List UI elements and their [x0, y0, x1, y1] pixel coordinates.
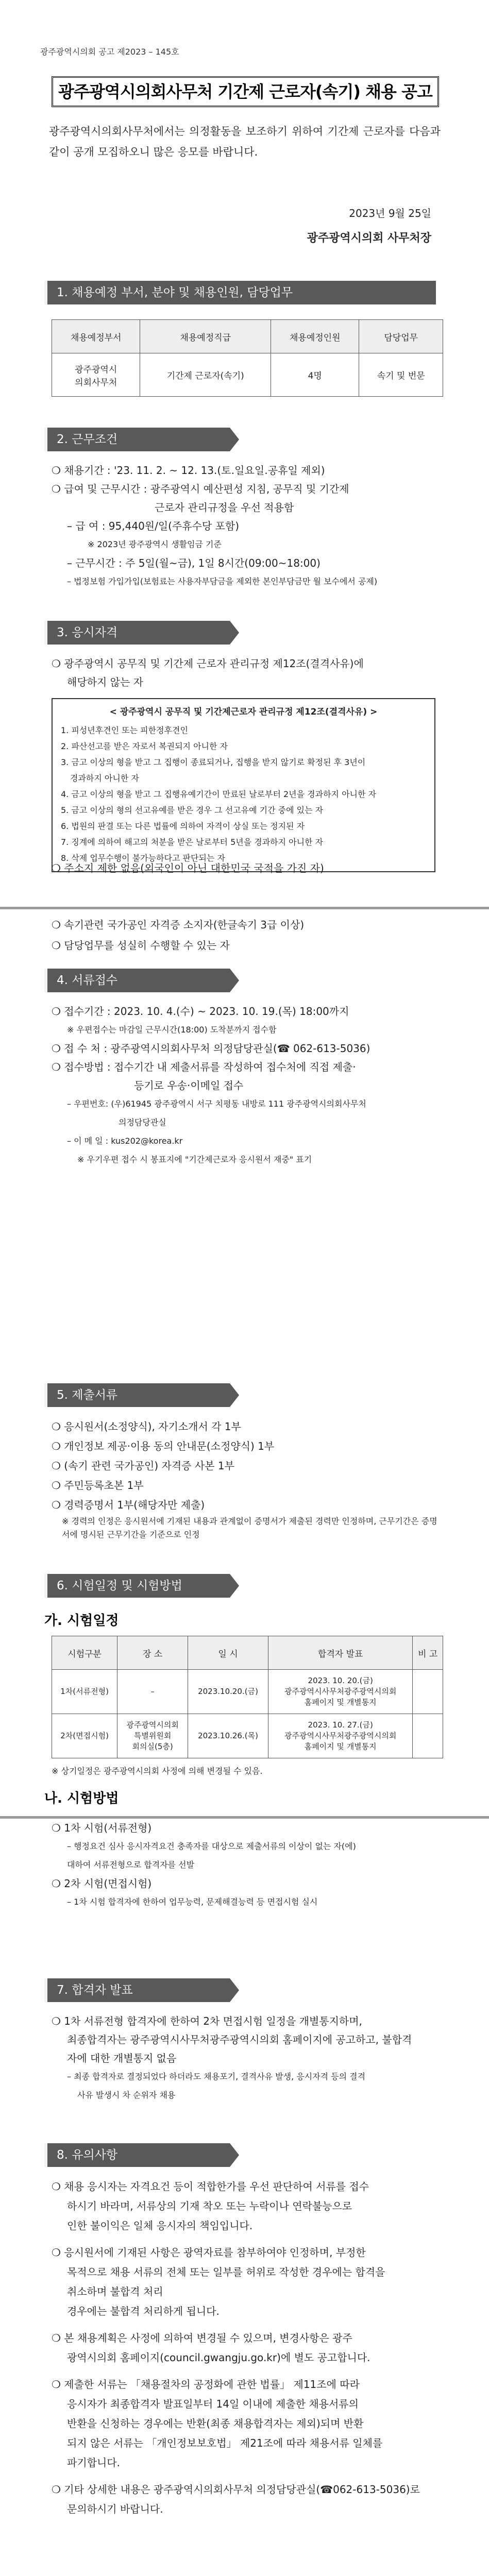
notice-line: ❍ 채용 응시자는 자격요건 등이 적합한가를 우선 판단하여 서류를 접수: [52, 2180, 369, 2193]
doc-item: ❍ 응시원서(소정양식), 자기소개서 각 1부: [52, 1420, 241, 1433]
section-3-intro: [52, 654, 443, 691]
table-cell: 기간제 근로자(속기): [140, 353, 271, 397]
page-1: [0, 0, 489, 907]
section-5-body: [52, 1417, 443, 1541]
apply-method-cont: 등기로 우송·이메일 접수: [134, 1079, 244, 1092]
qual-address: ❍ 주소지 제한 없음(외국인이 아닌 대한민국 국적을 가진 자): [52, 862, 324, 874]
recruit-table: [52, 319, 443, 397]
method-2-desc: – 1차 시험 합격자에 한하여 업무능력, 문제해결능력 등 면접시험 실시: [67, 1897, 318, 1907]
section-3-title: 3. 응시자격: [57, 626, 118, 639]
intro-text: 광주광역시의회사무처에서는 의정활동을 보조하기 위하여 기간제 근로자를 다음과 같이 공개 모집하오니 많은 응모를 바랍니다.: [49, 125, 441, 158]
table-cell: 1차(서류전형): [52, 1670, 117, 1714]
section-5-title: 5. 제출서류: [57, 1388, 118, 1402]
section-7-body: [52, 2012, 443, 2105]
table-cell: 광주광역시의회 특별위원회 회의실(5층): [117, 1714, 188, 1758]
mail-note: ※ 우기우편 접수 시 봉표지에 "기간제근로자 응시원서 재중" 표기: [77, 1155, 312, 1164]
career-note: ※ 경력의 인정은 응시원서에 기재된 내용과 관계없이 증명서가 제출된 경력만 인정하며, 근무기간은 증명서에 명시된 근무기간을 기준으로 인정: [62, 1516, 437, 1539]
doc-item: ❍ (속기 관련 국가공인) 자격증 사본 1부: [52, 1460, 234, 1472]
section-2-body: [52, 461, 443, 591]
result-line: 자에 대한 개별통지 없음: [67, 2052, 177, 2064]
doc-item: ❍ 개인정보 제공·이용 동의 안내문(소정양식) 1부: [52, 1440, 275, 1452]
disqualification-title: < 광주광역시 공무직 및 기간제근로자 관리규정 제12조(결격사유) >: [109, 707, 378, 717]
section-7-title: 7. 합격자 발표: [57, 1984, 133, 1997]
qual-line-cont: 해당하지 않는 자: [67, 676, 143, 688]
notice-line: 되지 않은 서류는 「개인정보보호법」 제21조에 따라 채용서류 일체를: [67, 2437, 383, 2449]
schedule-heading: 가. 시험일정: [44, 1613, 119, 1629]
section-8-title: 8. 유의사항: [57, 2148, 118, 2162]
postal-address: – 우편번호: (우)61945 광주광역시 서구 치평동 내방로 111 광주광역시의회사무처: [67, 1099, 366, 1109]
section-3-tail: [52, 860, 443, 876]
method-heading: 나. 시험방법: [44, 1791, 119, 1806]
page-2: [0, 909, 489, 1816]
notice-line: 문의하시기 바랍니다.: [67, 2503, 163, 2515]
table-cell: –: [117, 1670, 188, 1714]
notice-line: 광역시의회 홈페이지(council.gwangju.go.kr)에 별도 공고합니다.: [67, 2351, 370, 2364]
notice-line: ❍ 응시원서에 기재된 사항은 광역자료를 참부하여야 인정하며, 부정한: [52, 2246, 366, 2259]
disq-item: 3. 금고 이상의 형을 받고 그 집행이 종료되거나, 집행을 받지 않기로 확정된 후 3년이: [61, 757, 366, 767]
table-cell: 2023.10.20.(금): [188, 1670, 268, 1714]
qual-duty: ❍ 담당업무를 성실히 수행할 수 있는 자: [52, 939, 230, 952]
col-header: 채용예정부서: [52, 320, 140, 353]
method-1-desc: – 행정요건 심사 응시자격요건 충족자를 대상으로 제출서류의 이상이 없는 자(에): [67, 1841, 356, 1851]
insurance-line: – 법정보험 가입가입(보험료는 사용자부담금을 제외한 본인부담금만 월 보수에서 공제): [67, 577, 378, 586]
disq-item: 7. 징계에 의하여 해고의 처분을 받은 날로부터 5년을 경과하지 아니한 자: [61, 837, 324, 847]
col-header: 일 시: [188, 1636, 268, 1670]
col-header: 채용예정인원: [271, 320, 359, 353]
page-3: [0, 1819, 489, 2576]
col-header: 시험구분: [52, 1636, 117, 1670]
notice-line: 응시자가 최종합격자 발표일부터 14일 이내에 제출한 채용서류의: [67, 2398, 359, 2410]
notice-line: ❍ 기타 상세한 내용은 광주광역시의회사무처 의정담당관실(☎062-613-5036)로: [52, 2483, 420, 2496]
section-4-header: [44, 969, 230, 992]
salary-line-cont: 근로자 관리규정을 우선 적용함: [155, 501, 294, 514]
method-1-desc-cont: 대하여 서류전형으로 합격자를 선발: [67, 1860, 195, 1870]
doc-item: ❍ 경력증명서 1부(해당자만 제출): [52, 1499, 205, 1511]
schedule-note: ※ 상기일정은 광주광역시의회 사정에 의해 변경될 수 있음.: [52, 1766, 263, 1776]
section-1-title: 1. 채용예정 부서, 분야 및 채용인원, 담당업무: [57, 286, 293, 299]
disq-item: 8. 삭제 업무수행이 불가능하다고 판단되는 자: [61, 853, 225, 863]
disq-item: 경과하지 아니한 자: [70, 773, 139, 783]
table-cell: 속기 및 번문: [359, 353, 443, 397]
col-header: 채용예정직급: [140, 320, 271, 353]
hours-line: – 근무시간 : 주 5일(월~금), 1일 8시간(09:00~18:00): [67, 557, 321, 569]
qual-line: ❍ 광주광역시 공무직 및 기간제 근로자 관리규정 제12조(결격사유)에: [52, 657, 364, 670]
disq-item: 1. 피성년후견인 또는 피한정후견인: [61, 725, 188, 735]
disq-item: 5. 금고 이상의 형의 선고유예를 받은 경우 그 선고유예 기간 중에 있는 자: [61, 805, 324, 815]
disq-item: 4. 금고 이상의 형을 받고 그 집행유예기간이 만료된 날로부터 2년을 경과하지 아니한 자: [61, 789, 376, 799]
table-cell: 2023. 10. 20.(금) 광주광역시사무처광주광역시의회 홈페이지 및 개별통지: [268, 1670, 412, 1714]
col-header: 담당업무: [359, 320, 443, 353]
section-8-header: [44, 2143, 230, 2167]
email-line: – 이 메 일 : kus202@korea.kr: [67, 1136, 183, 1146]
announce-date: 2023년 9월 25일: [349, 207, 431, 219]
notice-line: ❍ 본 채용계획은 사정에 의하여 변경될 수 있으며, 변경사항은 광주: [52, 2332, 352, 2344]
table-cell: [413, 1714, 443, 1758]
disq-item: 6. 법원의 판결 또는 다른 법률에 의하여 자격이 상실 또는 정지된 자: [61, 821, 305, 831]
section-8-body: [52, 2177, 443, 2519]
section-7-header: [44, 1978, 230, 2002]
notice-line: 인한 불이익은 일체 응시자의 책임입니다.: [67, 2219, 253, 2232]
section-4-title: 4. 서류접수: [57, 974, 118, 987]
section-2-title: 2. 근무조건: [57, 433, 118, 446]
table-cell: 4명: [271, 353, 359, 397]
col-header: 합격자 발표: [268, 1636, 412, 1670]
col-header: 장 소: [117, 1636, 188, 1670]
postal-address-cont: 의정담당관실: [119, 1117, 166, 1127]
disq-item: 2. 파산선고를 받은 자로서 복권되지 아니한 자: [61, 741, 228, 751]
work-period: ❍ 채용기간 : '23. 11. 2. ~ 12. 13.(토․일요일․공휴일 제외): [52, 464, 325, 477]
apply-period-note: ※ 우편접수는 마감일 근무시간(18:00) 도착분까지 접수함: [67, 1025, 277, 1035]
method-1: ❍ 1차 시험(서류전형): [52, 1822, 152, 1834]
section-1-header: [44, 281, 436, 304]
table-cell: 2023.10.26.(목): [188, 1714, 268, 1758]
notice-line: 파기합니다.: [67, 2456, 120, 2469]
section-6-methods: [52, 1819, 443, 1911]
table-cell: [413, 1670, 443, 1714]
doc-item: ❍ 주민등록초본 1부: [52, 1479, 144, 1492]
page-title: 광주광역시의회사무처 기간제 근로자(속기) 채용 공고: [52, 76, 439, 107]
schedule-table: [52, 1636, 443, 1758]
section-6-title: 6. 시험일정 및 시험방법: [57, 1579, 182, 1592]
result-sub: – 최종 합격자로 결정되었다 하더라도 채용포기, 결격사유 발생, 응시자격 등의 결격: [67, 2072, 366, 2081]
doc-number: 광주광역시의회 공고 제2023 – 145호: [40, 47, 179, 57]
section-3-header: [44, 621, 230, 645]
qual-cert: ❍ 속기관련 국가공인 자격증 소지자(한글속기 3급 이상): [52, 919, 305, 931]
section-3-cont: [52, 914, 443, 956]
apply-method: ❍ 접수방법 : 접수기간 내 제출서류를 작성하여 접수처에 직접 제출·: [52, 1061, 356, 1073]
announce-org: 광주광역시의회 사무처장: [307, 232, 431, 245]
result-sub: 사유 발생시 차 순위자 채용: [77, 2090, 176, 2100]
notice-line: 취소하며 불합격 처리: [67, 2285, 163, 2298]
wage-line: – 급 여 : 95,440원/일(주휴수당 포함): [67, 520, 240, 532]
section-2-header: [44, 428, 230, 451]
salary-line: ❍ 급여 및 근무시간 : 광주광역시 예산편성 지침, 공무직 및 기간제: [52, 483, 349, 495]
section-6-header: [44, 1574, 230, 1598]
apply-period: ❍ 접수기간 : 2023. 10. 4.(수) ~ 2023. 10. 19.(목) 18:00까지: [52, 1005, 349, 1018]
wage-note: ※ 2023년 광주광역시 생활임금 기준: [88, 539, 222, 549]
table-cell: 2차(면접시험): [52, 1714, 117, 1758]
method-2: ❍ 2차 시험(면접시험): [52, 1877, 152, 1890]
section-5-header: [44, 1383, 230, 1407]
table-cell: 광주광역시 의회사무처: [52, 353, 140, 397]
apply-place: ❍ 접 수 처 : 광주광역시의회사무처 의정담당관실(☎ 062-613-5036): [52, 1042, 370, 1055]
notice-line: ❍ 제출한 서류는 「채용절차의 공정화에 관한 법률」 제11조에 따라: [52, 2378, 360, 2391]
table-cell: 2023. 10. 27.(금) 광주광역시사무처광주광역시의회 홈페이지 및 개별통지: [268, 1714, 412, 1758]
notice-line: 경우에는 불합격 처리하게 됩니다.: [67, 2305, 220, 2317]
disqualification-box: [52, 698, 435, 872]
result-line: ❍ 1차 서류전형 합격자에 한하여 2차 면접시험 일정을 개별통지하며,: [52, 2015, 362, 2027]
result-line: 최종합격자는 광주광역시사무처광주광역시의회 홈페이지에 공고하고, 불합격: [67, 2033, 412, 2046]
notice-line: 목적으로 채용 서류의 전체 또는 일부를 허위로 작성한 경우에는 합격을: [67, 2266, 385, 2278]
col-header: 비 고: [413, 1636, 443, 1670]
notice-line: 반환을 신청하는 경우에는 반환(최종 채용합격자는 제외)되며 반환: [67, 2417, 364, 2430]
notice-line: 하시기 바라며, 서류상의 기재 착오 또는 누락이나 연락불능으로: [67, 2200, 352, 2212]
section-4-body: [52, 1002, 443, 1169]
